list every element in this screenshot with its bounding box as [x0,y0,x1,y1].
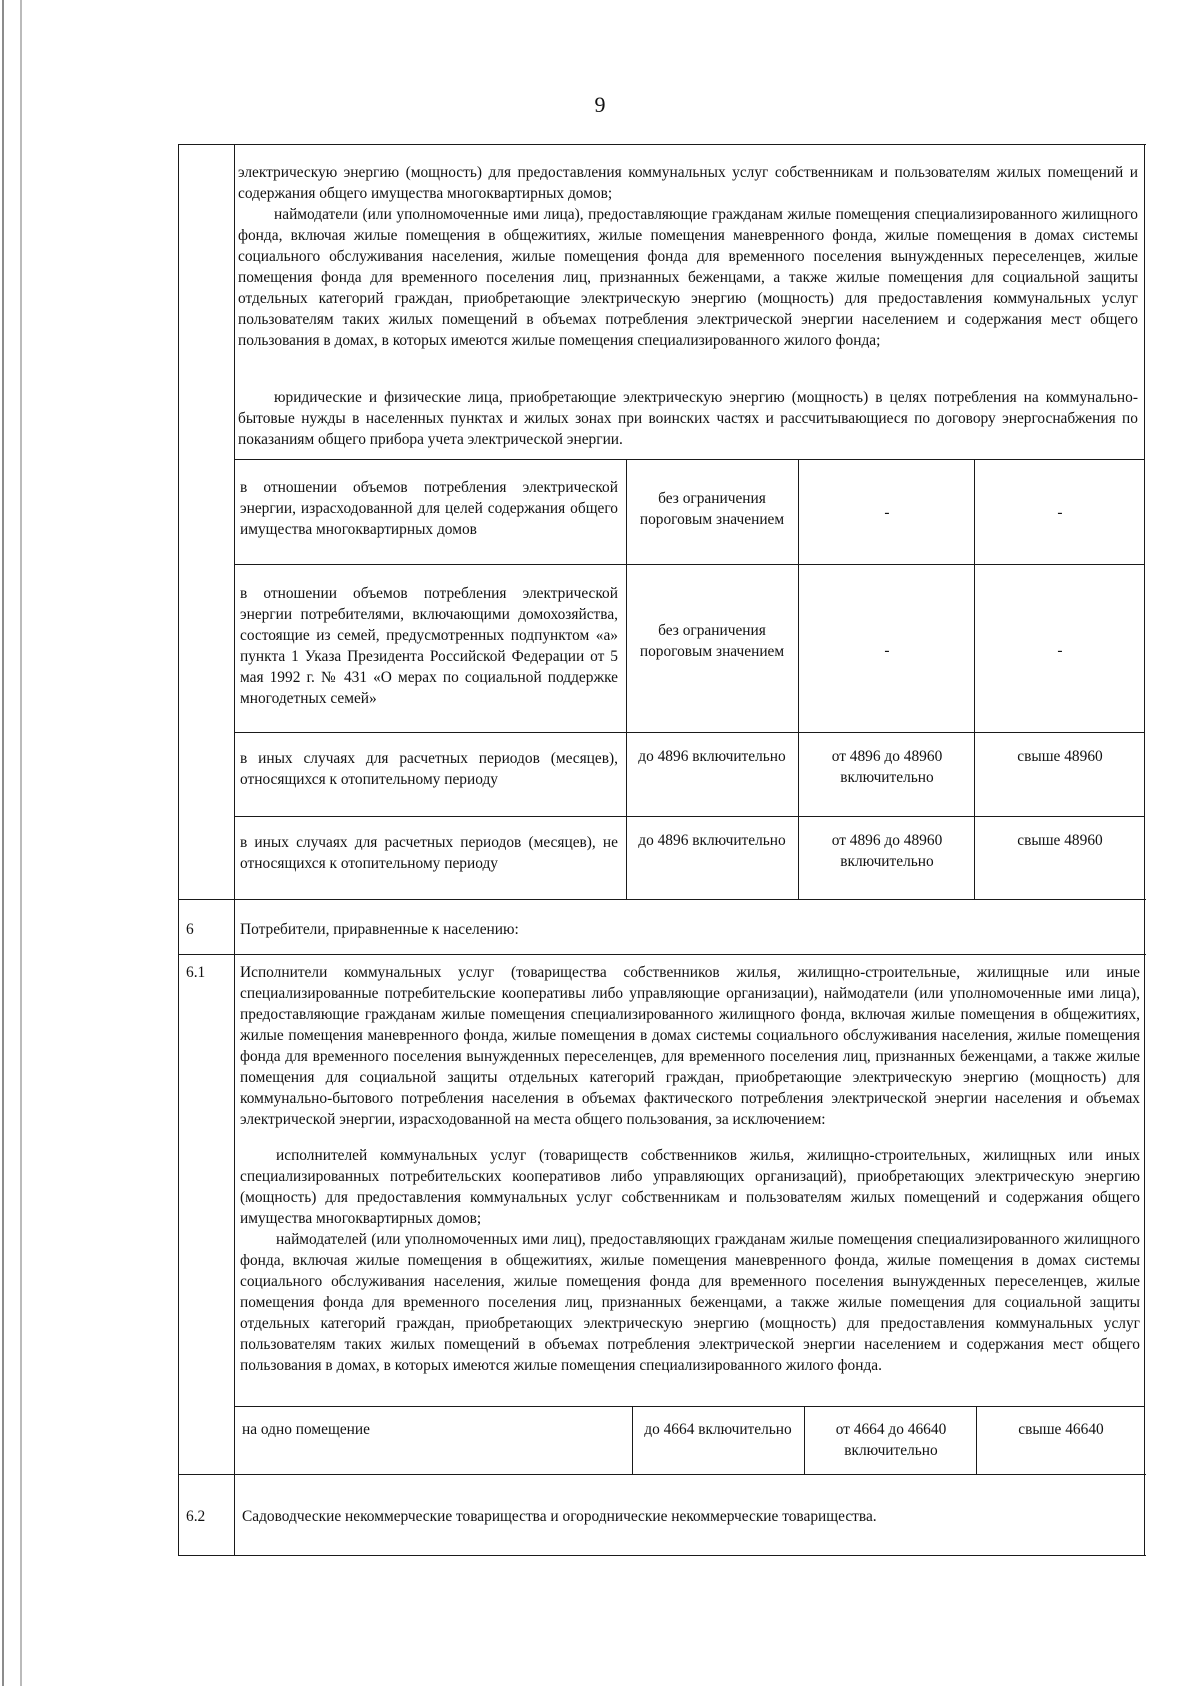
section-5-intro: электрическую энергию (мощность) для предоставления коммунальных услуг собственникам и пользователям жилых помещений и содержания общего имущества многоквартирных домов; [238,164,1138,202]
section-6-1-landlords-paragraph: наймодателей (или уполномоченных ими лиц), предоставляющих гражданам жилые помещения специализированного жилищного фонда, включая жилые помещения в общежитиях, жилые помещения маневренного фонда, жилые помещения в домах системы социального обслуживания населения, жилые помещения фонда для временного поселения вынужденных переселенцев, жилые помещения фонда для временного поселения лиц, признанных беженцами, а также жилые помещения для социальной защиты отдельных категорий граждан, приобретающих электрическую энергию (мощность) для предоставления коммунальных услуг пользователям таких жилых помещений в объемах потребления электрической энергии населением и содержания мест общего пользования в домах, в которых имеются жилые помещения специализированного жилого фонда. [240,1231,1140,1374]
section-6-top-line [178,899,1146,900]
table-row-label: в отношении объемов потребления электрической энергии, израсходованной для целей содержания общего имущества многоквартирных домов [240,479,618,538]
table-cell-threshold-3: - [1057,504,1063,521]
table-cell-threshold-3: свыше 48960 [1017,748,1103,765]
subtable-top-line [234,1406,1144,1407]
section-6-1-executors-paragraph: исполнителей коммунальных услуг (товариществ собственников жилья, жилищно-строительных, жилищных или иных специализированных потребительских кооперативов либо управляющих организаций), приобретающих электрическую энергию (мощность) для предоставления коммунальных услуг собственникам и пользователям жилых помещений и содержания общего имущества многоквартирных домов; [240,1147,1140,1227]
subtable-col-divider-3 [974,459,975,899]
table-row-label: в отношении объемов потребления электрической энергии потребителями, включающими домохозяйства, состоящие из семей, предусмотренных подпунктом «а» пункта 1 Указа Президента Российской Федерации от 5 мая 1992 г. № 431 «О мерах по социальной поддержке многодетных семей» [240,585,618,707]
subtable-col-divider-3 [976,1406,977,1474]
subtable-col-divider-2 [798,459,799,899]
table-cell-threshold-2: от 4664 до 46640 включительно [835,1421,947,1459]
subtable-col-divider-1 [632,1406,633,1474]
table-cell-threshold-2: - [884,642,890,659]
table-cell-threshold-2: от 4896 до 48960 включительно [831,832,943,870]
subtable-top-line [234,459,1144,460]
table-cell-threshold-1: без ограничения пороговым значением [639,622,785,660]
table-cell-threshold-3: свыше 46640 [1018,1421,1104,1438]
section-6-2-title: Садоводческие некоммерческие товарищества и огороднические некоммерческие товарищества. [242,1508,877,1525]
page-number: 9 [594,92,606,117]
subtable-row-line-1 [234,564,1144,565]
section-number: 6.2 [186,1508,206,1525]
table-border-top [178,144,1146,145]
table-border-bottom [178,1555,1146,1556]
table-row-label: на одно помещение [242,1421,370,1438]
section-6-1-top-line [178,954,1146,955]
section-6-title: Потребители, приравненные к населению: [240,921,519,938]
section-6-2-top-line [178,1474,1146,1475]
table-cell-threshold-2: от 4896 до 48960 включительно [831,748,943,786]
number-column-divider [234,144,235,1556]
section-number: 6.1 [186,964,206,981]
tariff-table [178,144,1146,1556]
table-cell-threshold-3: - [1057,642,1063,659]
subtable-row-line-3 [234,816,1144,817]
table-cell-threshold-1: до 4664 включительно [644,1421,792,1438]
table-border-right [1144,144,1145,1556]
table-cell-threshold-1: до 4896 включительно [638,748,786,765]
section-number: 6 [186,921,194,938]
section-5-legal-entities-paragraph: юридические и физические лица, приобретающие электрическую энергию (мощность) в целях потребления на коммунально-бытовые нужды в населенных пунктах и жилых зонах при воинских частях и рассчитывающиеся по договору энергоснабжения по показаниям общего прибора учета электрической энергии. [238,389,1138,448]
table-cell-threshold-3: свыше 48960 [1017,832,1103,849]
subtable-row-line-2 [234,732,1144,733]
section-6-1-main-paragraph: Исполнители коммунальных услуг (товарищества собственников жилья, жилищно-строительные, жилищные или иные специализированные потребительские кооперативы либо управляющие организации), наймодатели (или уполномоченные ими лица), предоставляющие гражданам жилые помещения специализированного жилищного фонда, включая жилые помещения в общежитиях, жилые помещения маневренного фонда, жилые помещения в домах системы социального обслуживания населения, жилые помещения фонда для временного поселения вынужденных переселенцев, для временного поселения лиц, признанных беженцами, а также жилые помещения для социальной защиты отдельных категорий граждан, приобретающие электрическую энергию (мощность) для коммунально-бытового потребления населения в объемах фактического потребления электрической энергии населения и объемах электрической энергии, израсходованной на места общего пользования, за исключением: [240,964,1140,1128]
table-border-left [178,144,179,1556]
subtable-col-divider-1 [626,459,627,899]
table-cell-threshold-2: - [884,504,890,521]
table-cell-threshold-1: без ограничения пороговым значением [639,490,785,528]
subtable-col-divider-2 [804,1406,805,1474]
table-row-label: в иных случаях для расчетных периодов (месяцев), не относящихся к отопительному периоду [240,834,618,872]
section-5-landlords-paragraph: наймодатели (или уполномоченные ими лица), предоставляющие гражданам жилые помещения специализированного жилищного фонда, включая жилые помещения в общежитиях, жилые помещения маневренного фонда, жилые помещения в домах системы социального обслуживания населения, жилые помещения фонда для временного поселения вынужденных переселенцев, жилые помещения фонда для временного поселения лиц, признанных беженцами, а также жилые помещения для социальной защиты отдельных категорий граждан, приобретающие электрическую энергию (мощность) для предоставления коммунальных услуг пользователям таких жилых помещений в объемах потребления электрической энергии населением и содержания мест общего пользования в домах, в которых имеются жилые помещения специализированного жилого фонда; [238,206,1138,349]
table-cell-threshold-1: до 4896 включительно [638,832,786,849]
table-row-label: в иных случаях для расчетных периодов (месяцев), относящихся к отопительному периоду [240,750,618,788]
